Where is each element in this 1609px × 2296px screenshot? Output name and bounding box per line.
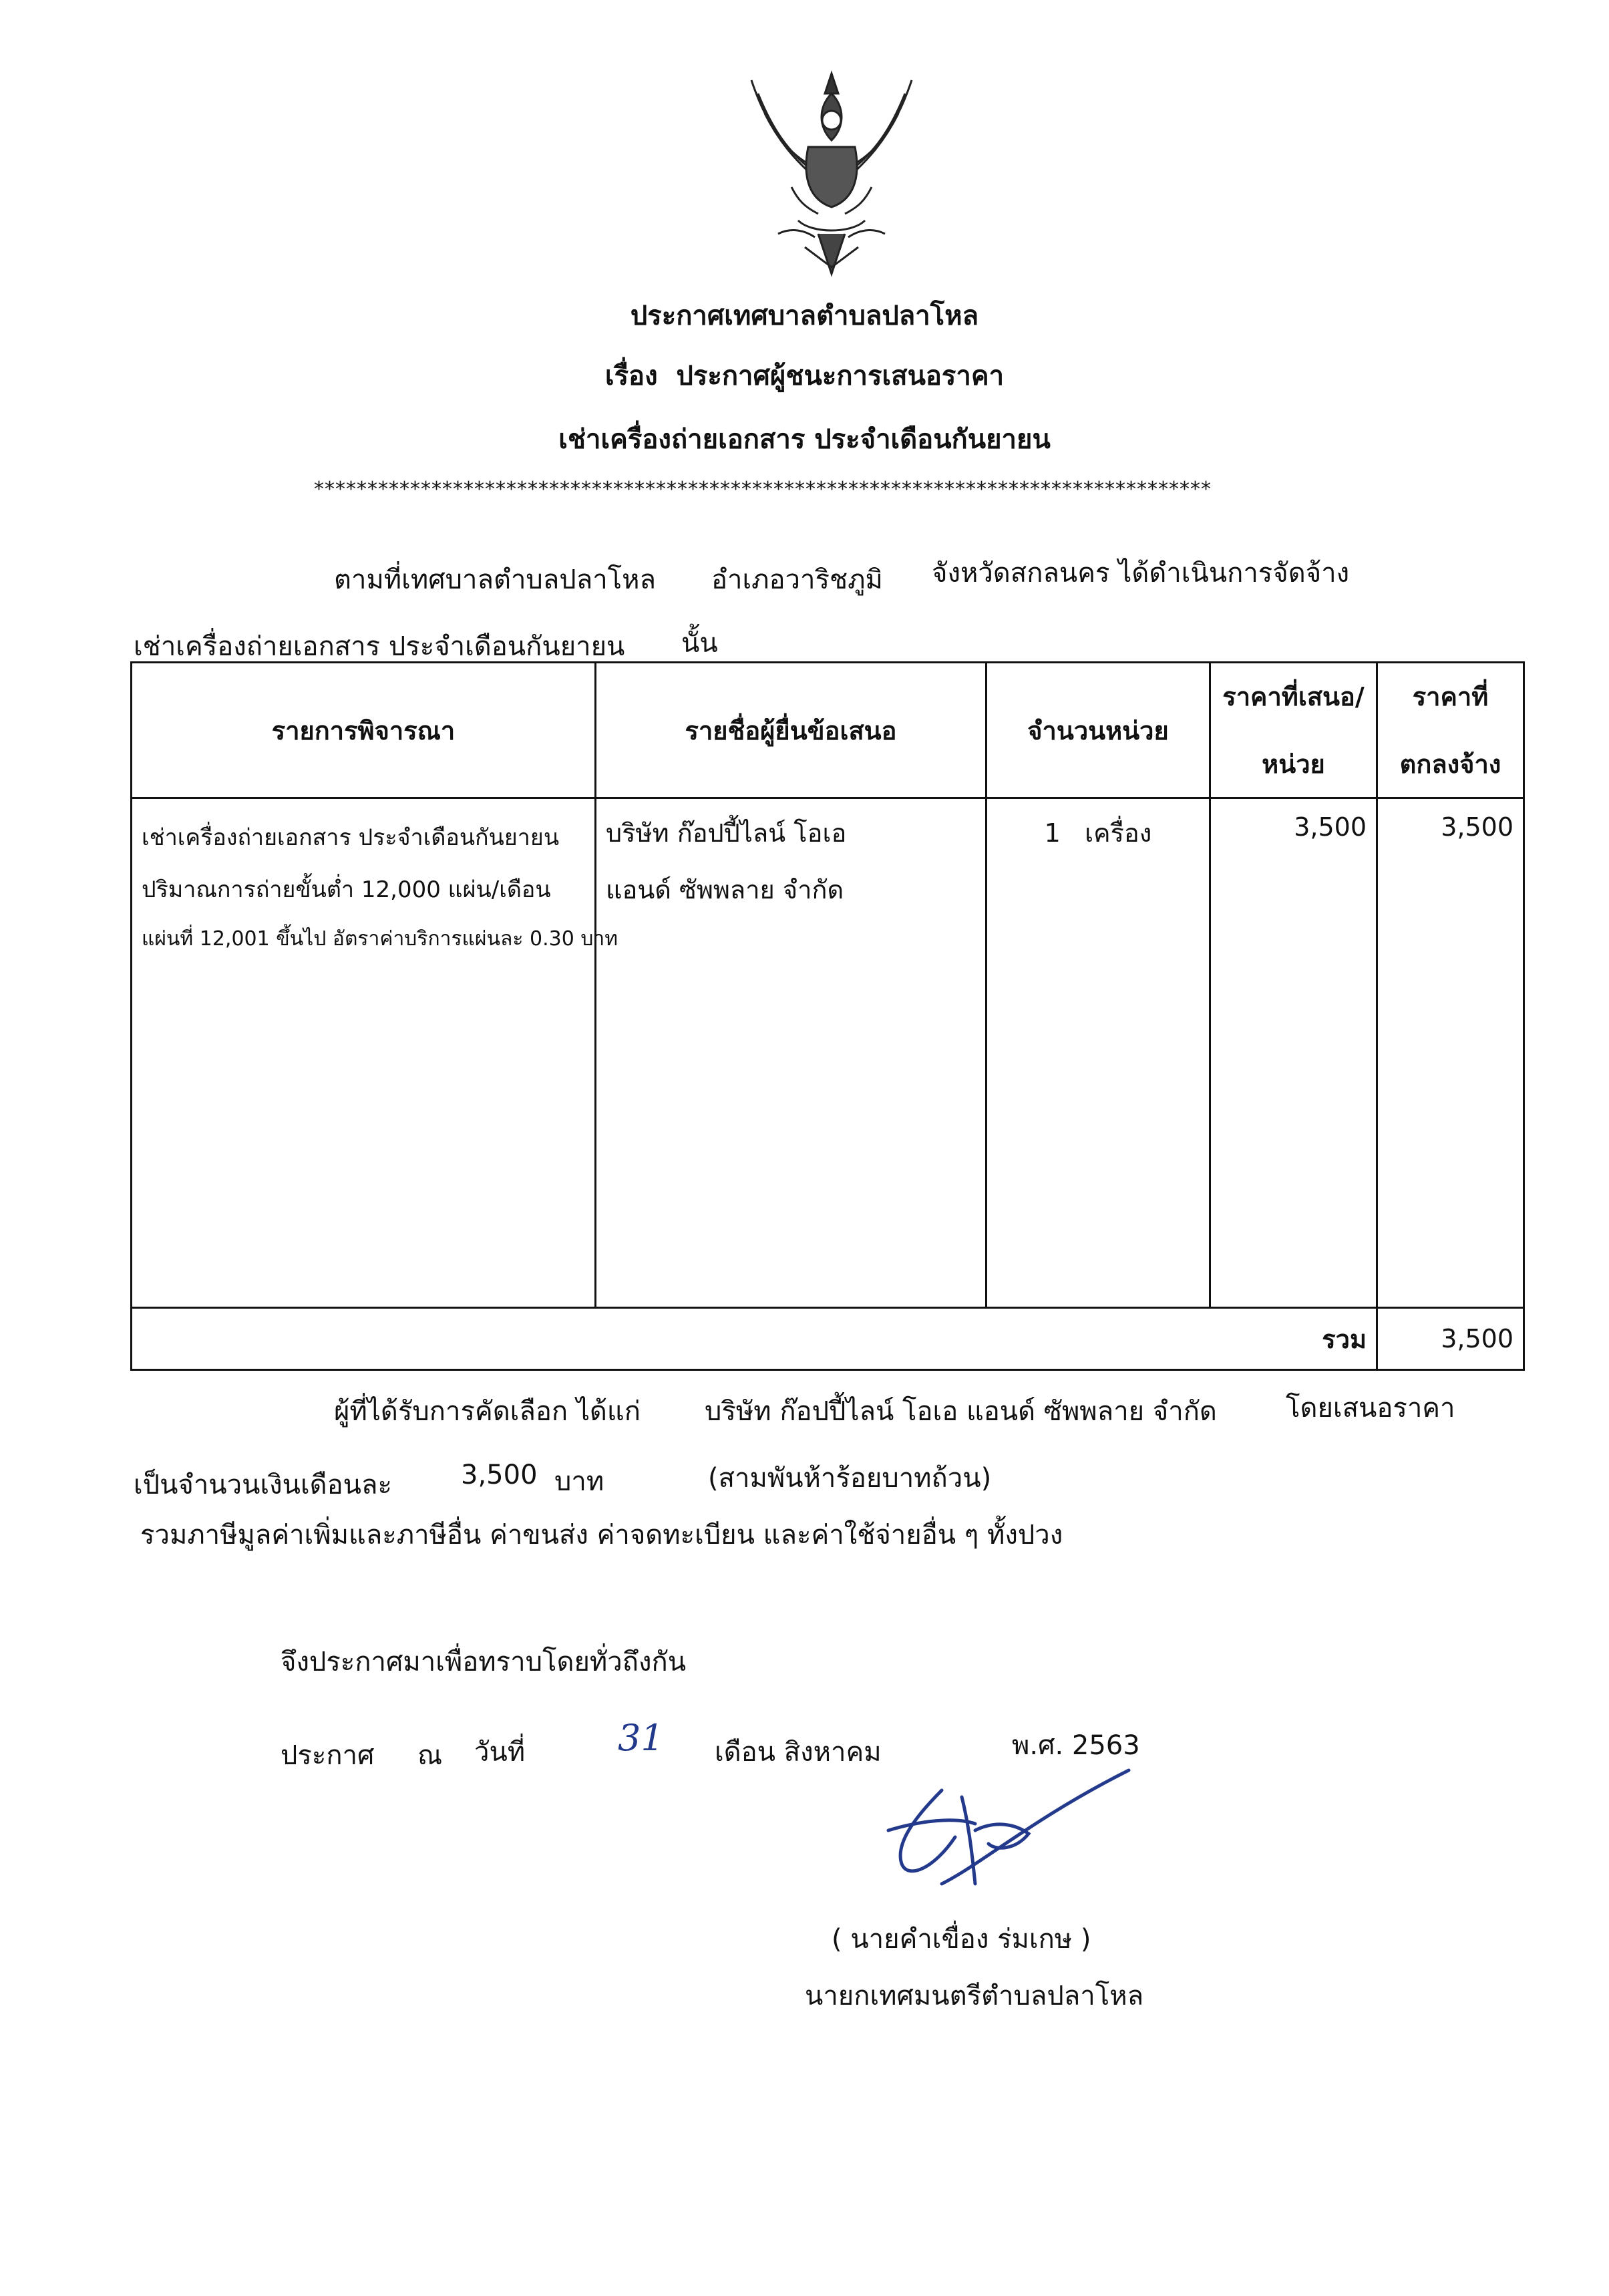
table-header-row	[132, 663, 1524, 798]
bidder-line-1: บริษัท ก๊อปปี้ไลน์ โอเอ	[606, 818, 847, 848]
selected-label: ผู้ที่ได้รับการคัดเลือก ได้แก่	[334, 1396, 641, 1427]
date-announce: ประกาศ	[281, 1740, 375, 1771]
total-value: 3,500	[1377, 1308, 1524, 1370]
header-agreed-price	[1377, 663, 1524, 798]
tax-note: รวมภาษีมูลค่าเพิ่มและภาษีอื่น ค่าขนส่ง ค่าจดทะเบียน และค่าใช้จ่ายอื่น ๆ ทั้งปวง	[140, 1520, 1063, 1550]
item-line-2: ปริมาณการถ่ายขั้นต่ำ 12,000 แผ่น/เดือน	[142, 876, 551, 903]
subject-text: ประกาศผู้ชนะการเสนอราคา	[676, 361, 1005, 391]
header-bidder: รายชื่อผู้ยื่นข้อเสนอ	[596, 663, 987, 798]
offer-price-cell: 3,500	[1210, 798, 1377, 1308]
intro-end: นั้น	[681, 628, 718, 659]
garuda-emblem-icon	[738, 67, 925, 281]
amount-label: เป็นจำนวนเงินเดือนละ	[134, 1470, 393, 1500]
header-agreed-price-line1: ราคาที่	[1412, 682, 1489, 711]
separator-line: ************************************************************************************	[314, 478, 1212, 501]
subject-line	[0, 354, 1609, 397]
header-item: รายการพิจารณา	[132, 663, 596, 798]
intro-subject: เช่าเครื่องถ่ายเอกสาร ประจำเดือนกันยายน	[134, 631, 625, 662]
bidder-line-2: แอนด์ ซัพพลาย จำกัด	[606, 875, 844, 905]
header-offer-price	[1210, 663, 1377, 798]
signer-name: ( นายคำเขื่อง ร่มเกษ )	[832, 1924, 1091, 1955]
announcement-title: ประกาศเทศบาลตำบลปลาโหล	[630, 301, 979, 331]
agreed-price-cell: 3,500	[1377, 798, 1524, 1308]
date-day-value: 31	[618, 1717, 664, 1759]
item-cell	[132, 798, 618, 1308]
intro-province: จังหวัดสกลนคร ได้ดำเนินการจัดจ้าง	[932, 558, 1350, 589]
units-qty: 1	[1044, 818, 1061, 848]
total-label: รวม	[132, 1308, 1377, 1370]
header-offer-price-line2: หน่วย	[1262, 750, 1325, 779]
header-units: จำนวนหน่วย	[987, 663, 1210, 798]
signature-mark	[862, 1757, 1142, 1891]
bidder-cell	[596, 798, 987, 1308]
amount-unit: บาท	[554, 1466, 604, 1497]
signer-position: นายกเทศมนตรีตำบลปลาโหล	[805, 1981, 1144, 2011]
units-name: เครื่อง	[1085, 818, 1152, 848]
subject-prefix: เรื่อง	[604, 361, 658, 391]
intro-municipality: ตามที่เทศบาลตำบลปลาโหล	[334, 564, 657, 595]
units-cell	[987, 798, 1210, 1308]
date-month: เดือน สิงหาคม	[715, 1737, 882, 1768]
selected-offer-label: โดยเสนอราคา	[1286, 1393, 1455, 1424]
selected-company: บริษัท ก๊อปปี้ไลน์ โอเอ แอนด์ ซัพพลาย จำกัด	[705, 1396, 1217, 1427]
item-line-3: แผ่นที่ 12,001 ขึ้นไป อัตราค่าบริการแผ่นละ 0.30 บาท	[142, 927, 618, 951]
date-day-label: วันที่	[474, 1737, 526, 1768]
subject-detail: เช่าเครื่องถ่ายเอกสาร ประจำเดือนกันยายน	[558, 424, 1051, 455]
amount-words: (สามพันห้าร้อยบาทถ้วน)	[708, 1463, 992, 1494]
intro-district: อำเภอวาริชภูมิ	[711, 564, 883, 595]
amount-value: 3,500	[461, 1460, 538, 1490]
header-agreed-price-line2: ตกลงจ้าง	[1399, 750, 1501, 779]
total-row	[132, 1308, 1524, 1370]
item-line-1: เช่าเครื่องถ่ายเอกสาร ประจำเดือนกันยายน	[142, 824, 560, 851]
table-row	[132, 798, 1524, 1308]
announce-text: จึงประกาศมาเพื่อทราบโดยทั่วถึงกัน	[281, 1647, 687, 1677]
header-offer-price-line1: ราคาที่เสนอ/	[1222, 682, 1365, 711]
bid-table	[130, 661, 1525, 1371]
date-year: พ.ศ. 2563	[1012, 1730, 1140, 1761]
date-at: ณ	[417, 1740, 443, 1771]
